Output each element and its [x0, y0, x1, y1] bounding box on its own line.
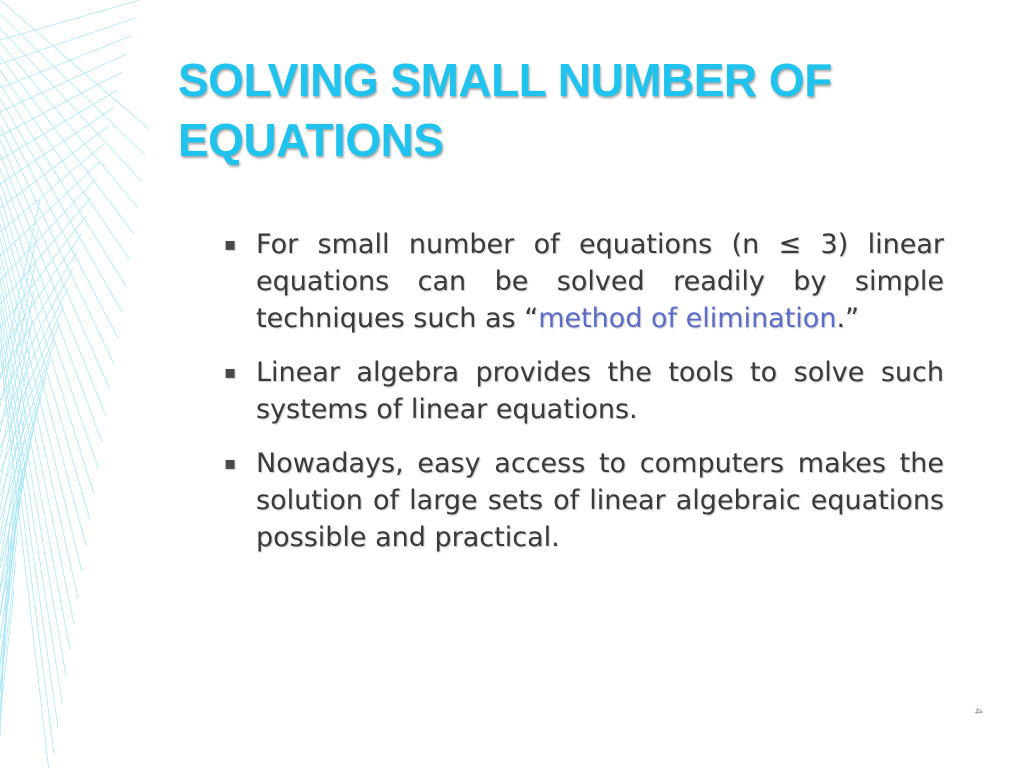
bullet-list	[222, 226, 944, 573]
slide-title-line-1: SOLVING SMALL NUMBER OF	[178, 54, 832, 106]
slide-title	[178, 50, 978, 170]
bullet-item-2	[222, 354, 944, 428]
slide-number: 4	[972, 708, 984, 715]
bullet-1-highlight: method of elimination	[538, 303, 837, 334]
bullet-marker: ▪	[224, 234, 237, 255]
bullet-1-text: For small number of equations (n ≤ 3) linear equations can be solved readily by simple techniques such as “	[256, 229, 944, 334]
bullet-2-text: Linear algebra provides the tools to solve such systems of linear equations.	[256, 357, 944, 425]
wireframe-mesh-decoration	[0, 0, 160, 768]
bullet-marker: ▪	[224, 362, 237, 383]
bullet-item-3	[222, 445, 944, 556]
bullet-3-text: Nowadays, easy access to computers makes the solution of large sets of linear algebraic equations possible and practical.	[256, 448, 944, 553]
bullet-1-text-end: .”	[836, 303, 860, 334]
bullet-item-1	[222, 226, 944, 337]
bullet-marker: ▪	[224, 453, 237, 474]
slide-title-line-2: EQUATIONS	[178, 114, 444, 166]
